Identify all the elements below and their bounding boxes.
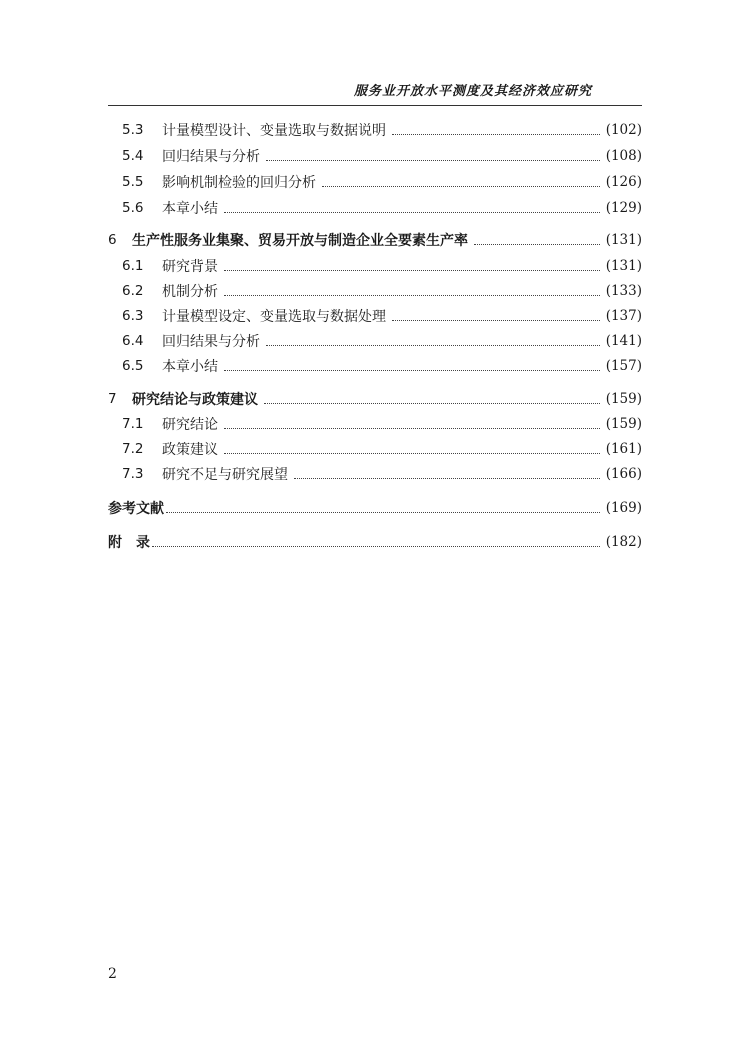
toc-references[interactable] [108, 496, 642, 520]
dot-leader [224, 453, 600, 454]
dot-leader [392, 320, 600, 321]
toc-entry-title: 本章小结 [162, 201, 218, 217]
toc-chapter-page: (159) [605, 391, 642, 407]
running-header [108, 80, 642, 99]
toc-entry-page: (137) [605, 308, 642, 324]
toc-references-page: (169) [605, 500, 642, 516]
toc-entry-page: (129) [605, 200, 642, 216]
toc-entry-title: 计量模型设计、变量选取与数据说明 [162, 123, 386, 139]
toc-entry[interactable] [122, 254, 642, 278]
running-title: 服务业开放水平测度及其经济效应研究 [353, 84, 592, 99]
toc-entry-number: 5.4 [122, 148, 144, 164]
dot-leader [224, 370, 600, 371]
toc-entry-page: (141) [605, 333, 642, 349]
toc-entry-number: 6.1 [122, 258, 144, 274]
toc-entry[interactable] [122, 144, 642, 168]
toc-entry-title: 回归结果与分析 [162, 149, 260, 165]
toc-entry[interactable] [122, 354, 642, 378]
dot-leader [264, 403, 600, 404]
dot-leader [474, 244, 600, 245]
dot-leader [224, 212, 600, 213]
toc-entry[interactable] [122, 170, 642, 194]
toc-entry[interactable] [122, 196, 642, 220]
header-rule [108, 105, 642, 106]
toc-entry-title: 研究结论 [162, 417, 218, 433]
toc-entry-title: 计量模型设定、变量选取与数据处理 [162, 309, 386, 325]
toc-chapter-title: 生产性服务业集聚、贸易开放与制造企业全要素生产率 [132, 233, 468, 249]
toc-entry[interactable] [122, 462, 642, 486]
dot-leader [224, 428, 600, 429]
toc-entry[interactable] [122, 279, 642, 303]
dot-leader [152, 546, 600, 547]
toc-entry-page: (133) [605, 283, 642, 299]
toc-entry-title: 研究不足与研究展望 [162, 467, 288, 483]
dot-leader [294, 478, 600, 479]
toc-entry[interactable] [122, 412, 642, 436]
toc-chapter-page: (131) [605, 232, 642, 248]
toc-entry-number: 6.3 [122, 308, 144, 324]
toc-entry-number: 7.3 [122, 466, 144, 482]
dot-leader [224, 270, 600, 271]
toc-chapter-title: 研究结论与政策建议 [132, 392, 258, 408]
toc-entry-number: 6.5 [122, 358, 144, 374]
toc-entry-page: (126) [605, 174, 642, 190]
toc-entry-title: 研究背景 [162, 259, 218, 275]
dot-leader [266, 345, 600, 346]
toc-entry-page: (131) [605, 258, 642, 274]
toc-chapter-number: 7 [108, 391, 117, 407]
toc-entry-number: 6.4 [122, 333, 144, 349]
toc-entry[interactable] [122, 118, 642, 142]
toc-entry-page: (161) [605, 441, 642, 457]
dot-leader [266, 160, 600, 161]
toc-chapter[interactable] [108, 228, 642, 252]
toc-appendix[interactable] [108, 530, 642, 554]
toc-entry-number: 7.1 [122, 416, 144, 432]
toc-chapter[interactable] [108, 387, 642, 411]
toc-entry-title: 影响机制检验的回归分析 [162, 175, 316, 191]
toc-entry-title: 回归结果与分析 [162, 334, 260, 350]
dot-leader [322, 186, 600, 187]
toc-entry[interactable] [122, 437, 642, 461]
toc-entry-page: (159) [605, 416, 642, 432]
page-number: 2 [108, 966, 117, 982]
toc-entry-title: 机制分析 [162, 284, 218, 300]
dot-leader [392, 134, 600, 135]
toc-entry-number: 6.2 [122, 283, 144, 299]
toc-entry-number: 7.2 [122, 441, 144, 457]
toc-chapter-number: 6 [108, 232, 117, 248]
toc-entry-title: 政策建议 [162, 442, 218, 458]
toc-appendix-page: (182) [605, 534, 642, 550]
dot-leader [224, 295, 600, 296]
toc-entry-number: 5.3 [122, 122, 144, 138]
dot-leader [166, 512, 600, 513]
toc-entry-page: (102) [605, 122, 642, 138]
toc-entry-title: 本章小结 [162, 359, 218, 375]
toc-entry-number: 5.6 [122, 200, 144, 216]
toc-entry-page: (108) [605, 148, 642, 164]
toc-appendix-title: 附 录 [108, 535, 150, 551]
toc-references-title: 参考文献 [108, 501, 164, 517]
toc-entry-page: (157) [605, 358, 642, 374]
toc-entry[interactable] [122, 329, 642, 353]
toc-entry-number: 5.5 [122, 174, 144, 190]
toc-entry[interactable] [122, 304, 642, 328]
toc-entry-page: (166) [605, 466, 642, 482]
